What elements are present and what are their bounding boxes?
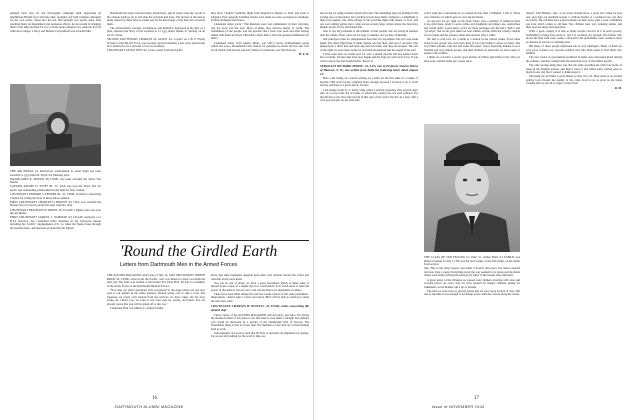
left-col1-top bbox=[10, 12, 101, 80]
paragraph: FIRST LIEUTENANT SAMUEL L. NORMAN '43, USAAF, navigator of a B-24 Liberator, has completed thirty missions in the European theater including the "terrific" engagements at St. Lo when the Yanks broke through the German lines, and has been awarded the Air Medal. bbox=[10, 215, 101, 230]
letter-heading: LIEUTENANT CHARLES H. HOWELL '42, USNR, writes concerning life aboard ship: bbox=[211, 304, 309, 313]
paragraph: world wash the countryside as we passed slower than a Pullman. I call it. There was a kitchen car which gave us very decent meals. bbox=[424, 12, 520, 19]
paragraph: FIRST LIEUTENANT CHARLES D. BROWN '43, USA, was awarded the Bronze Star for bravery under fire near Cisterna, Italy. bbox=[10, 199, 101, 208]
paragraph: You can be one of those; we have a great assortment which at times takes to myself in the course of a single day. Is it worth much? It is worth more to have the power of the mind to choose one's own actions than to be dependent on others. bbox=[211, 280, 309, 292]
pilot-photo bbox=[10, 84, 101, 166]
right-col3 bbox=[526, 12, 622, 398]
article-headline: 'Round the Girdled Earth bbox=[120, 243, 278, 260]
paragraph: SECOND LIEUTENANT CHARLES M. ALLEN '43, co-pilot on a B-17 Flying Fortress of the 8th Air Force, was recently reported missing. Later news reports that he is believed to be a prisoner of war in Germany. bbox=[107, 37, 205, 49]
officer-portrait-image bbox=[424, 124, 520, 252]
paragraph: Lieutenant Allen, from Austin, Minn., was with a heavy bombardment group which has won a Presidential Unit citation for gallantry in action. He has also won an air medal with several oak leaf clusters for missions over Nazi Europe. bbox=[211, 40, 309, 52]
paragraph: last except for aging troubles which still exist. The remaining Japs are holding in the swamp area on the island, but watchful patrols keep them confined to a minimum of their food supply. The daily pillage of bar provides them with plenty of food, and our own raiding parties have come across several large caches where the Japs have hidden stocks of rice and tinned fish. bbox=[320, 12, 418, 30]
paragraph: I am sitting in the U. S. Army camp where I arrived yesterday after several days' ride on a troop train, the accounts of which this country has not seen realized. For myself this is my first railroad trip in this part of the world. We live in a tent, with a very good picture on the train ride. bbox=[320, 87, 418, 103]
paragraph: There have been times during the past few weeks when I've felt quite pessimistic, impressions—them I take a corner once more. But I will be able to stand up to meet the tests that come. bbox=[211, 291, 309, 304]
letter-heading: SERGEANT RICHARD MORSE '44, AUS, one of Professor Stearns Morse of Hanover, N. H., has written from India the following letter, dated August 13: bbox=[320, 64, 418, 76]
left-col3 bbox=[211, 12, 309, 234]
paragraph: Dartmouth has been awarded many distinctions, and in some cases the words of the citation itself go far to tell what the recipient had done. The picture of the man is made clearer by these brief accounts and by the knowledge of the men who received them. bbox=[107, 12, 205, 26]
paragraph: Three copies of the ALUMNI MAGAZINE arrived today, and since I'm giving the mother-brother of all prizes to the first man to read them, I thought that perhaps you would be interested in a picture of the Dartmouth Club of Tucson. The remarkable thing is that no fewer than five members of the club are at this moment hard at work. bbox=[211, 312, 309, 331]
paragraph: they drew "double" bombing flight from England to Russia, to Italy, and back to England. Four separate bombing attacks were made en route on targets in Germany, Poland, Romania and France. bbox=[211, 12, 309, 23]
page-number-left: 16 bbox=[152, 396, 157, 401]
left-col3-lower bbox=[211, 274, 309, 398]
paragraph: church, Sam Bennan, who, as an artist, should know a good face when he sees one, says they are beautiful people. I, without benefit of a technical eye, say they are pretty. The old men have a great patience in their faces, plus a wise, sometimes sad look which comes to old men. The children have very winning smiles, and their eyes are large and expressive. bbox=[526, 12, 622, 30]
author-signature: H. F. W. bbox=[299, 51, 309, 56]
paragraph: What a great country it is that so many people can live in it in such poverty. Something is being done about it, but it is certainly not enough. The farmer who plows his land with oxen, using a stick-plow his grandfather used, seems to have no interest in tractors or anything new. bbox=[526, 29, 622, 44]
footer-right: Issue of NOVEMBER 1944 bbox=[432, 404, 485, 409]
paragraph: LIEUTENANT FRANKLIN H. MINOT '40, USAAF, a fighter pilot, has won the Air Medal. bbox=[10, 207, 101, 216]
paragraph: The extraordinary courage, promptness, and initiative, displayed in his duty as a pilot, inspired the Navy Cross awarded to Lt. (jg) James Weeks Jr. Serving on an escort carrier. bbox=[107, 25, 205, 37]
left-col2-lower bbox=[107, 274, 205, 398]
page-number-right: 17 bbox=[474, 396, 479, 401]
right-col1 bbox=[320, 12, 418, 398]
paragraph: Our principal cause for sleeplessness has been our Jap-snipers but our costs seem small. The other night three of them outside our tent fired, and one of our men, who jumped into a ditch that had been dug near his bunk, and they all escaped. The rest of the night we were kept awake by recurrent mosquitoes and the sound of the surf. bbox=[320, 37, 418, 52]
paragraph: The main job provided a good dinner so that our C.R. Here there is no trouble getting food, though the quality of the camp food is not as good as the home cooking that we are all so eager to have back. bbox=[526, 74, 622, 86]
footer-left: DARTMOUTH ALUMNI MAGAZINE bbox=[115, 404, 184, 409]
right-page bbox=[314, 0, 628, 420]
paragraph: We had to wait over for a while at a station in the central plains. Food came along in the people who sell every kind of food and drink to those on trains. The boys liked chicken with rice and some flat bread. I have found the Indians to be a friendly and very simple people, and their children in particular are most eager to speak to the soldiers. bbox=[424, 37, 520, 56]
paragraph: But many of these people impressed me as very intelligent. Many of them are very good workers too, and the soldiers who hire them seem to find them very faithful. bbox=[526, 44, 622, 56]
right-col2-bottom bbox=[424, 256, 520, 398]
paragraph: THE ALUMNI MAGAZINE under date of July 14, 1944 LIEUTENANT JOSEPH BRUR '41, USNR, writes from the Pacific, who was killed in action on Guam the next day. The letter was written to his brother Pvt. Peter Brur '46 who is a member of the Army Forces at the Dartmouth Medical School. bbox=[107, 274, 205, 288]
pilot-cockpit-image bbox=[10, 84, 101, 166]
paragraph: Unfortunately our work is such that I'll have to describe our shipmates too deeply, for we are still waiting for the word to ship out. bbox=[211, 330, 309, 339]
paragraph: "Now that our shore operations have progressed to the stage where not one shot goes is our gunner in the entire gunnery without going over to take a look. The Japanese are pretty well cleared from the territory we have taken, but it's slow going. As I knew you, we want to rest your own up, exams, and hunts. You are already aware that you will be going off to die, Joe." bbox=[107, 287, 205, 306]
left-col2 bbox=[107, 12, 205, 234]
paragraph: know that their happiness depends upon their own attitude toward the world and what the world owes them. bbox=[211, 274, 309, 281]
paragraph: At one part we got right on the train. There were a number of American Red Cross girls there, ready to serve coffee and doughnuts and ginger ale, sandwiches and cream puffs. I paid quite a price for three packages and the girl's "hello" and "goodbye" and we all gave them our best wishes. All the while the country outside was so green and the scenery rather monotonous after a while. bbox=[424, 18, 520, 37]
paragraph: MAJOR JOHN R. MAYER '38, USMC, has been awarded the Silver Star Medal. bbox=[10, 176, 101, 185]
photo-caption: THE AIR MEDAL for meritorious achievement in aerial flight has been awarded Lt. (jg) James B. Wyatt '44, Mustang pilot. bbox=[10, 170, 101, 177]
right-col2-top bbox=[424, 12, 520, 120]
paragraph: ride. This is the rainy season, and while it doesn't rain every day there's usually rain four days a week. Everything along the way seemed to be green and the fields which were being cultivated looked good. Most of the houses were mud huts. bbox=[424, 266, 520, 278]
paragraph: I think we can have a pretty good picture of Indian agriculture from what we have seen, and the trains are a great show. bbox=[424, 55, 520, 63]
paragraph: Here I am sitting on a bench writing on a table for the first time in a couple of months. This won't be my complete letter, though, because I do have to go to work shortly and there is a great deal to do here. bbox=[320, 76, 418, 88]
paragraph: The new forms of government promised in India were discussed much among the soldiers, and they realized that the American way of life differs greatly. bbox=[526, 55, 622, 63]
paragraph: The hats we wore were so greatly prized that we gave away several of ours. The rest of the time it was enough to exchange waves with the crowds along the tracks. bbox=[424, 288, 520, 297]
paragraph: I have been here on Guam now for over a month and the life has settled down into a routine, but the rains have now begun and the bugs are with us in force. If you want to know the real South Pacific, here it is. bbox=[320, 51, 418, 63]
headline-rule bbox=[120, 240, 309, 241]
article-subhead: Letters from Dartmouth Men in the Armed Forces bbox=[120, 262, 238, 268]
paragraph: CAPTAIN ARCHIE D. SWIFT JR. '31, USA, has won the Silver Star for heroic and outstanding achievement in the fight for New Guinea. bbox=[10, 184, 101, 193]
paragraph: Lieutenant Brur was killed by a sniper's bullet. bbox=[110, 306, 164, 311]
photo-caption: THE CLASS OF 1938 FELLOW for 1942, Lt. Arthur Buck '41 USMCR was killed at Saipan on July 21. He was the first winner of the fellowship, on his return from service. bbox=[424, 256, 520, 267]
paragraph: One of our big problems is the number of hurt people who are living in shelters near the camps. Their cases are not easy to remedy, nor are they all healthy. bbox=[320, 29, 418, 37]
paragraph: pledged their best for the Norwegian campaign until supporting an amphibious British force with the other, promptly and with complete disregard for his own safety, dived into the sea. His strength was nearly spent after reaching them, he determined and strenuous efforts, he succeeded in bringing them to the ship and then for two or three hours refused to be relieved. For his calm and courage, a Navy and Marine Corps Medal was awarded him. bbox=[10, 12, 101, 33]
paragraph: Lieutenant Allen wrote: "The Russians were very enthusiastic in their welcome, and the food was the best. Most of them, they deserve plenty of credit. The friendliness of the people was the greatest that I have ever seen and after having talked with them and lived with them a short time, I have the greatest admiration for them." bbox=[211, 22, 309, 41]
paragraph: LIEUTENANT EDWARD S. FENNER JR. '41, USNR, awarded a Lifesaving Citation for saving the lives of three fellow seamen. bbox=[10, 192, 101, 200]
author-signature: R. M. bbox=[615, 85, 622, 90]
paragraph: A great many of the villagers we passed were farmers plowing with oxen and wooden plows. At every stop we were greeted by hungry children asking for baksheesh, as the Indians call a tip or present. bbox=[424, 277, 520, 289]
paragraph: The only strange thing here was that the army provided me with four hours of sleep in the English quarter, and then I went to bed rather early, having seen so much in one day that I wanted to think about it. bbox=[526, 63, 622, 75]
left-col1-bottom bbox=[10, 170, 101, 398]
officer-portrait-photo bbox=[424, 124, 520, 252]
paragraph: LIEUTENANT ALLEN NEW '42, wrote a letter from the Pacific. bbox=[107, 48, 184, 53]
